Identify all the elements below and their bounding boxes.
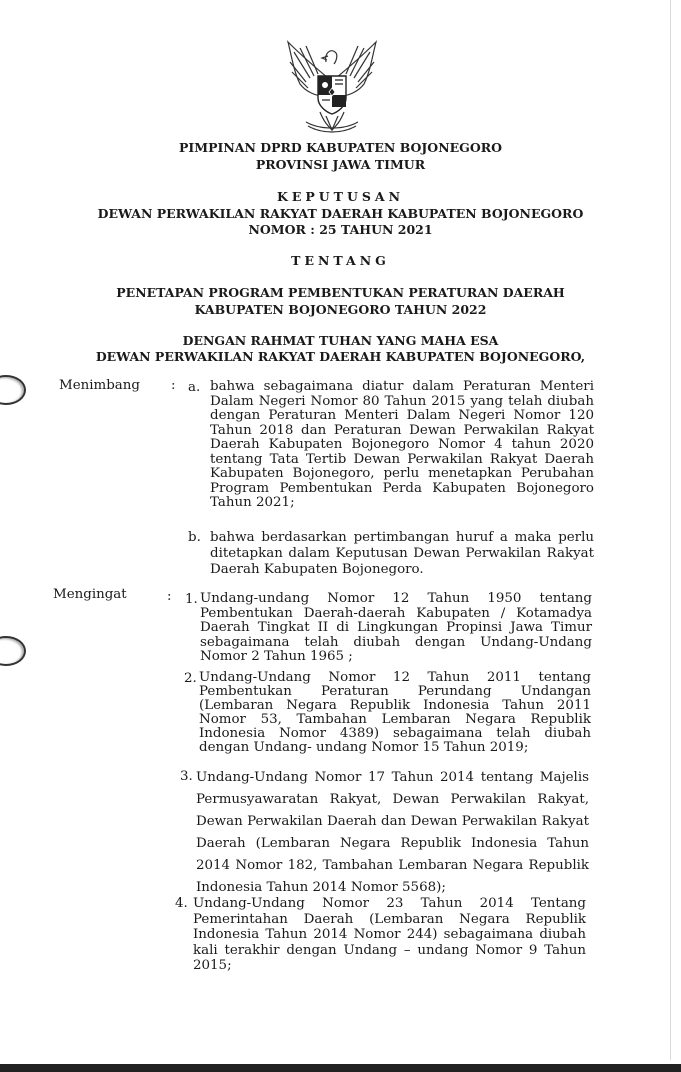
keputusan-number: NOMOR : 25 TAHUN 2021 <box>248 222 433 237</box>
menimbang-b-text: bahwa berdasarkan pertimbangan huruf a maka perlu ditetapkan dalam Keputusan Dewan Perwakilan Rakyat Daerah Kabupaten Bojonegoro. <box>210 530 594 577</box>
tentang-title: TENTANG <box>291 253 390 268</box>
menimbang-a-marker: a. <box>188 380 201 395</box>
mengingat-3-marker: 3. <box>180 769 193 784</box>
punch-hole-top <box>0 375 26 405</box>
preamble-line-1: DENGAN RAHMAT TUHAN YANG MAHA ESA <box>182 333 499 348</box>
mengingat-3-text: Undang-Undang Nomor 17 Tahun 2014 tentang Majelis Permusyawaratan Rakyat, Dewan Perwakilan Rakyat, Dewan Perwakilan Daerah dan Dewan Perwakilan Rakyat Daerah (Lembaran Negara Republik Indonesia Tahun 2014 Nomor 182, Tambahan Lembaran Negara Republik Indonesia Tahun 2014 Nomor 5568); <box>196 770 589 895</box>
garuda-emblem-icon <box>280 38 384 138</box>
keputusan-body: DEWAN PERWAKILAN RAKYAT DAERAH KABUPATEN BOJONEGORO <box>97 206 584 221</box>
punch-hole-bottom <box>0 636 26 666</box>
header-province: PROVINSI JAWA TIMUR <box>255 157 426 172</box>
header-institution: PIMPINAN DPRD KABUPATEN BOJONEGORO <box>179 140 502 155</box>
mengingat-4-marker: 4. <box>175 896 188 911</box>
mengingat-label: Mengingat <box>53 587 127 602</box>
keputusan-title: KEPUTUSAN <box>276 189 405 204</box>
preamble-line-2: DEWAN PERWAKILAN RAKYAT DAERAH KABUPATEN BOJONEGORO, <box>95 349 586 364</box>
menimbang-a-text: bahwa sebagaimana diatur dalam Peraturan Menteri Dalam Negeri Nomor 80 Tahun 2015 yang telah diubah dengan Peraturan Menteri Dalam Negeri Nomor 120 Tahun 2018 dan Peraturan Dewan Perwakilan Rakyat Daerah Kabupaten Bojonegoro Nomor 4 tahun 2020 tentang Tata Tertib Dewan Perwakilan Rakyat Daerah Kabupaten Bojonegoro, perlu menetapkan Perubahan Program Pembentukan Perda Kabupaten Bojonegoro Tahun 2021; <box>210 379 594 510</box>
mengingat-4-text: Undang-Undang Nomor 23 Tahun 2014 Tentang Pemerintahan Daerah (Lembaran Negara Republik Indonesia Tahun 2014 Nomor 244) sebagaimana diubah kali terakhir dengan Undang – undang Nomor 9 Tahun 2015; <box>193 896 586 973</box>
mengingat-1-text: Undang-undang Nomor 12 Tahun 1950 tentang Pembentukan Daerah-daerah Kabupaten / Kotamadya Daerah Tingkat II di Lingkungan Propinsi Jawa Timur sebagaimana telah diubah dengan Undang-Undang Nomor 2 Tahun 1965 ; <box>200 591 592 664</box>
mengingat-2-text: Undang-Undang Nomor 12 Tahun 2011 tentang Pembentukan Peraturan Perundang Undangan (Lembaran Negara Republik Indonesia Tahun 2011 Nomor 53, Tambahan Lembaran Negara Republik Indonesia Nomor 4389) sebagaimana telah diubah dengan Undang- undang Nomor 15 Tahun 2019; <box>199 670 591 755</box>
mengingat-2-marker: 2. <box>184 671 197 686</box>
menimbang-b-marker: b. <box>188 530 201 545</box>
menimbang-label: Menimbang <box>59 378 140 393</box>
mengingat-colon: : <box>167 589 172 604</box>
mengingat-1-marker: 1. <box>185 592 198 607</box>
menimbang-colon: : <box>171 378 176 393</box>
scan-bottom-border <box>0 1064 681 1072</box>
subject-line-1: PENETAPAN PROGRAM PEMBENTUKAN PERATURAN DAERAH <box>116 285 565 300</box>
subject-line-2: KABUPATEN BOJONEGORO TAHUN 2022 <box>194 302 487 317</box>
